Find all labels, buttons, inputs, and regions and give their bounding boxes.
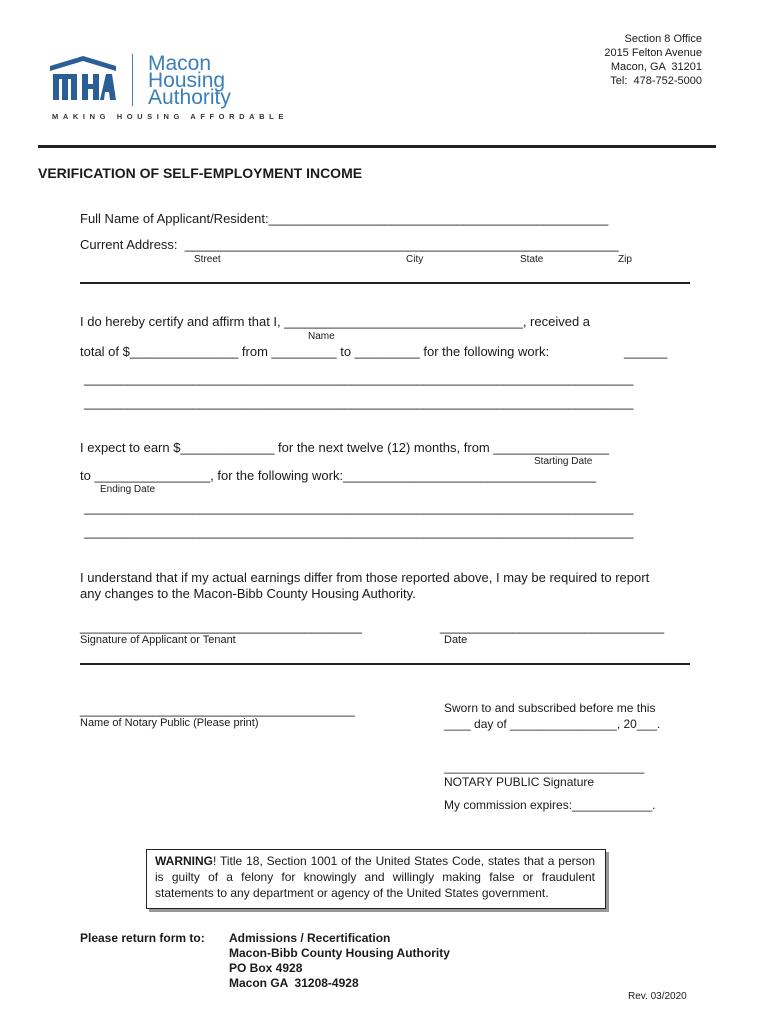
address-street-hint: Street bbox=[194, 254, 221, 265]
office-address-line-1: Section 8 Office bbox=[624, 33, 702, 45]
logo-word-authority: Authority bbox=[148, 86, 231, 109]
notary-signature-line[interactable]: ______________________________ bbox=[444, 760, 645, 774]
logo-word-housing: Housing bbox=[148, 69, 226, 92]
header-divider bbox=[38, 145, 716, 148]
starting-date-hint: Starting Date bbox=[534, 456, 593, 467]
revision-label: Rev. 03/2020 bbox=[628, 991, 687, 1002]
logo-divider bbox=[132, 54, 133, 106]
sworn-line-2[interactable]: ____ day of ________________, 20___. bbox=[444, 717, 661, 731]
work-description-blank-1[interactable]: ____________________________________________________________________________ bbox=[84, 371, 634, 386]
address-city-hint: City bbox=[406, 254, 424, 265]
warning-label: WARNING bbox=[155, 854, 213, 868]
address-state-hint: State bbox=[520, 254, 544, 265]
name-hint: Name bbox=[308, 331, 335, 342]
return-address-line-1: Admissions / Recertification bbox=[229, 931, 391, 945]
future-work-blank-1[interactable]: ____________________________________________________________________________ bbox=[84, 500, 634, 515]
expect-line-2[interactable]: to ________________, for the following work:___________________________________ bbox=[80, 468, 597, 483]
notary-name-label: Name of Notary Public (Please print) bbox=[80, 717, 259, 729]
certify-line-2-end[interactable]: ______ bbox=[624, 344, 668, 359]
address-zip-hint: Zip bbox=[618, 254, 632, 265]
current-address-field[interactable]: Current Address: ____________________________________________________________ bbox=[80, 237, 619, 252]
section-divider-1 bbox=[80, 282, 690, 284]
return-address-line-2: Macon-Bibb County Housing Authority bbox=[229, 946, 450, 960]
understand-line-1: I understand that if my actual earnings differ from those reported above, I may be required to report bbox=[80, 570, 650, 585]
sworn-line-1: Sworn to and subscribed before me this bbox=[444, 701, 656, 715]
warning-text bbox=[155, 853, 595, 901]
office-address-line-3: Macon, GA 31201 bbox=[610, 61, 702, 73]
ending-date-hint: Ending Date bbox=[100, 484, 156, 495]
date-label: Date bbox=[444, 634, 468, 646]
applicant-signature-label: Signature of Applicant or Tenant bbox=[80, 634, 236, 646]
applicant-signature-line[interactable]: _______________________________________ bbox=[80, 619, 362, 634]
commission-expires[interactable]: My commission expires:____________. bbox=[444, 798, 656, 812]
mha-logo-icon bbox=[50, 56, 116, 104]
notary-signature-label: NOTARY PUBLIC Signature bbox=[444, 775, 595, 789]
work-description-blank-2[interactable]: ____________________________________________________________________________ bbox=[84, 395, 634, 410]
expect-line-1[interactable]: I expect to earn $_____________ for the next twelve (12) months, from ________________ bbox=[80, 440, 610, 455]
section-divider-2 bbox=[80, 663, 690, 665]
certify-line-1[interactable]: I do hereby certify and affirm that I, _________________________________, received a bbox=[80, 314, 591, 329]
certify-line-2[interactable]: total of $_______________ from _________ to _________ for the following work: bbox=[80, 344, 550, 359]
page-title: VERIFICATION OF SELF-EMPLOYMENT INCOME bbox=[38, 165, 363, 181]
warning-box bbox=[146, 849, 606, 909]
future-work-blank-2[interactable]: ____________________________________________________________________________ bbox=[84, 524, 634, 539]
date-line[interactable]: _______________________________ bbox=[440, 619, 665, 634]
warning-body: ! Title 18, Section 1001 of the United States Code, states that a person is guilty of a felony for knowingly and willingly making false or fraudulent statements to any department or agency of the United States government. bbox=[155, 854, 595, 900]
logo-word-macon: Macon bbox=[148, 52, 212, 75]
logo-tagline: MAKING HOUSING AFFORDABLE bbox=[52, 112, 288, 121]
applicant-name-field[interactable]: Full Name of Applicant/Resident:_______________________________________________ bbox=[80, 211, 609, 226]
return-label: Please return form to: bbox=[80, 931, 205, 945]
office-phone: Tel: 478-752-5000 bbox=[610, 75, 702, 87]
return-address-line-4: Macon GA 31208-4928 bbox=[229, 976, 359, 990]
understand-line-2: any changes to the Macon-Bibb County Housing Authority. bbox=[80, 586, 416, 601]
notary-name-line[interactable]: ______________________________________ bbox=[80, 702, 355, 717]
office-address-line-2: 2015 Felton Avenue bbox=[604, 47, 702, 59]
return-address-line-3: PO Box 4928 bbox=[229, 961, 303, 975]
